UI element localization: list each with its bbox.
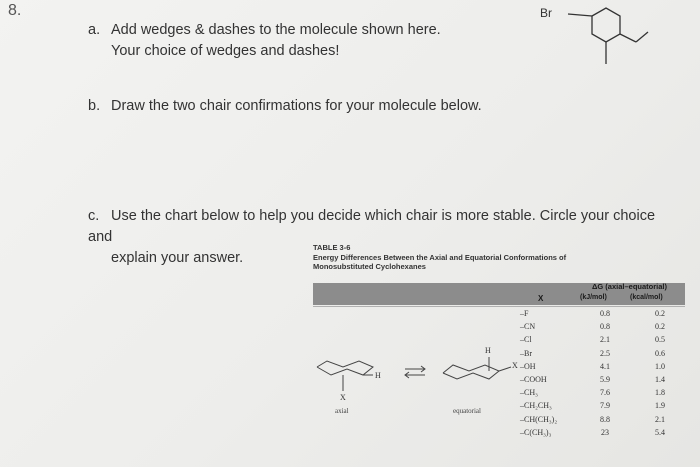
row-kcal: 0.2 [655,309,665,318]
row-substituent: –CH₂CH₃ [520,401,552,411]
row-substituent: –CH₃ [520,388,538,398]
equatorial-x-bond [499,367,511,371]
axial-chair-ring [317,361,373,375]
row-kcal: 2.1 [655,414,665,424]
br-label: Br [540,6,552,20]
equatorial-label: equatorial [453,407,481,415]
row-kj: 7.6 [600,388,610,398]
question-number: 8. [8,2,22,19]
ethyl-bond-2 [636,32,648,42]
table-header-kj: (kJ/mol) [580,294,607,301]
molecule-structure [530,0,680,80]
part-a-line2: Your choice of wedges and dashes! [111,43,340,59]
cyclohexane-ring [592,8,620,42]
table-header-divider [313,306,685,307]
row-kcal: 0.5 [655,335,665,345]
row-substituent: –CH(CH₃)₂ [520,414,558,424]
row-kj: 23 [601,427,609,437]
part-b-text: Draw the two chair confirmations for your molecule below. [111,98,482,114]
table-number: TABLE 3-6 [313,243,351,252]
part-c-line1: Use the chart below to help you decide which chair is more stable. Circle your choice and [88,208,656,245]
part-a [88,20,441,62]
part-b-label: b. [88,98,101,114]
part-a-label: a. [88,22,101,38]
table-caption-line2: Monosubstituted Cyclohexanes [313,262,426,271]
row-substituent: –COOH [520,374,547,384]
table-header-x: X [538,294,544,303]
table-caption-line1: Energy Differences Between the Axial and Equatorial Conformations of [313,252,567,262]
row-kj: 0.8 [600,322,610,332]
row-kj: 2.1 [600,335,610,345]
row-substituent: –OH [520,361,536,371]
equatorial-x-label: X [512,361,518,370]
table-header-dg: ΔG (axial–equatorial) [592,282,667,291]
row-kj: 2.5 [600,348,610,358]
row-kj: 0.8 [600,309,610,318]
row-substituent: –Cl [520,335,532,345]
axial-x-label: X [340,393,346,402]
axial-label: axial [335,407,349,415]
row-substituent: –CN [520,322,536,332]
row-kcal: 5.4 [655,427,665,437]
equatorial-h-label: H [485,346,491,355]
row-kcal: 1.4 [655,374,665,384]
row-kj: 7.9 [600,401,610,411]
br-bond [568,14,592,16]
row-kcal: 0.6 [655,348,665,358]
axial-h-label: H [375,371,381,380]
row-substituent: –F [520,309,529,318]
table-caption [313,243,566,272]
row-kcal: 1.9 [655,401,665,411]
row-substituent: –C(CH₃)₃ [520,427,552,437]
row-kcal: 1.8 [655,388,665,398]
row-kj: 4.1 [600,361,610,371]
part-c-label: c. [88,208,100,224]
row-substituent: –Br [520,348,532,358]
chair-equilibrium-diagram [313,335,518,425]
part-b [88,96,482,117]
part-c-line2: explain your answer. [111,250,244,266]
row-kj: 5.9 [600,374,610,384]
row-kj: 8.8 [600,414,610,424]
row-kcal: 0.2 [655,322,665,332]
table-header-kcal: (kcal/mol) [630,294,663,301]
row-kcal: 1.0 [655,361,665,371]
ethyl-bond-1 [620,34,636,42]
equatorial-chair-ring [443,365,499,379]
part-a-line1: Add wedges & dashes to the molecule shown here. [111,22,441,38]
